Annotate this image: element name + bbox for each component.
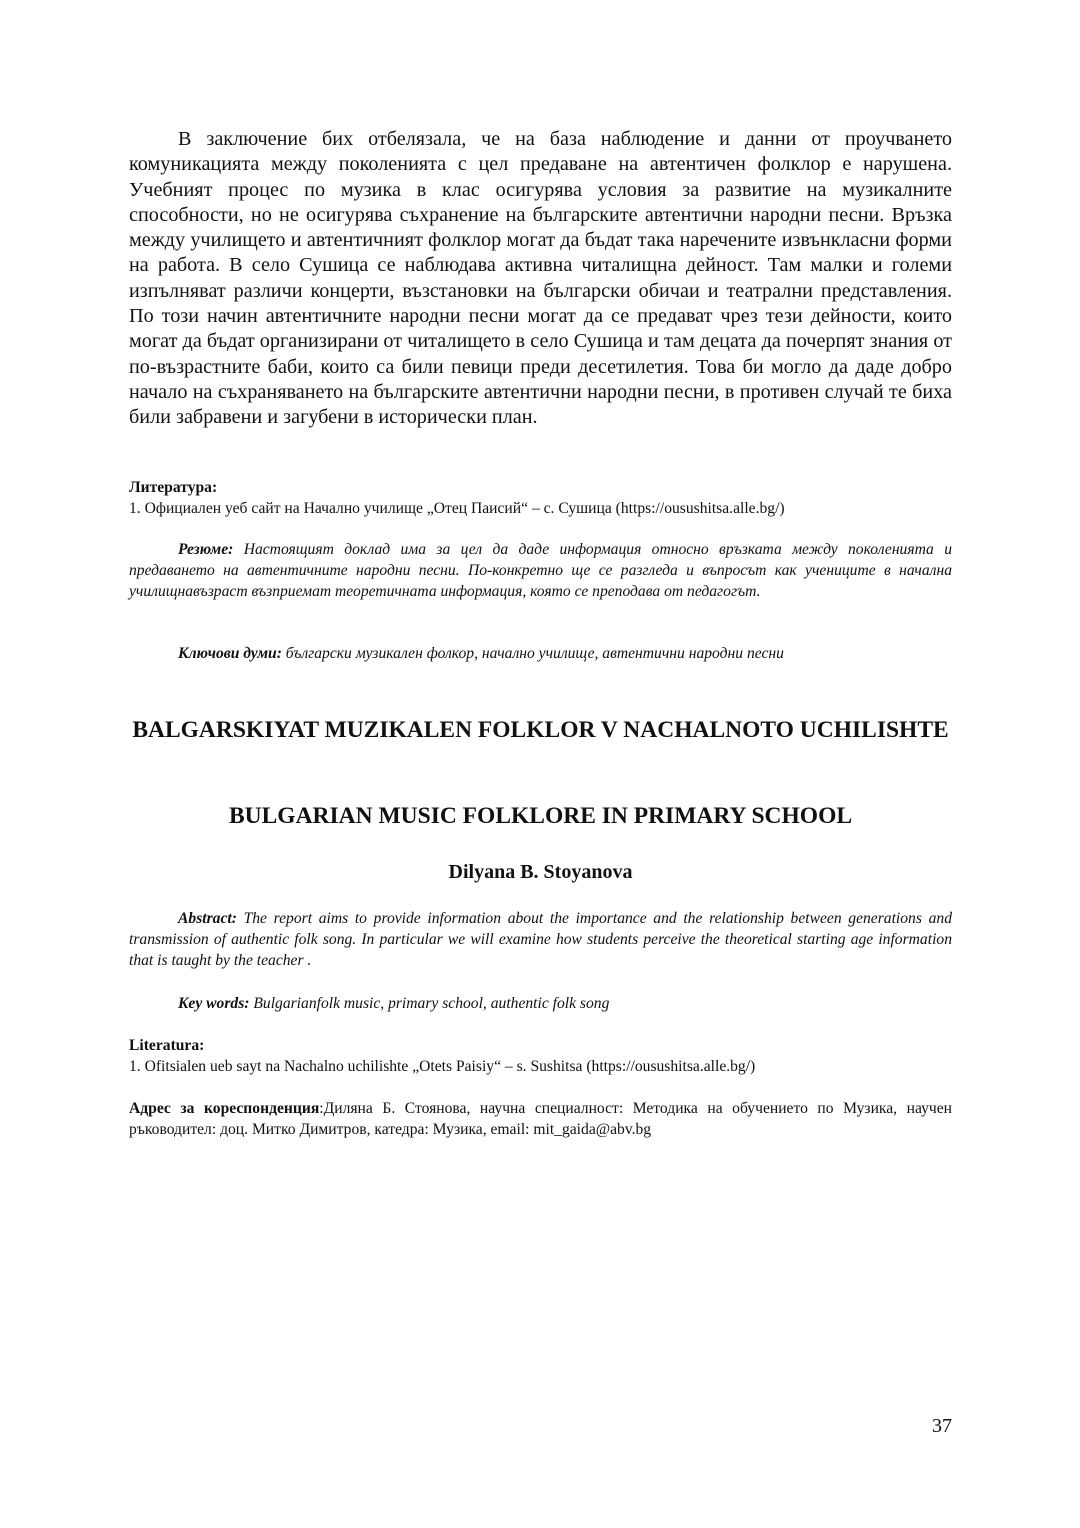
references-bg <box>129 477 952 519</box>
correspondence-label: Адрес за кореспонденция <box>129 1100 320 1117</box>
resume-text: Настоящият доклад има за цел да даде информация относно връзката между поколенията и предаването на автентичните народни песни. По-конкретно ще се разгледа и въпросът как учениците в начална училищнавъзраст възприемат теоретичната информация, която се преподава от педагогът. <box>129 541 952 600</box>
keywords-bg-text: български музикален фолкор, начално училище, автентични народни песни <box>281 645 784 662</box>
keywords-en-label: Key words: <box>178 995 250 1012</box>
references-en-heading: Literatura: <box>129 1037 205 1054</box>
correspondence-address <box>129 1098 952 1140</box>
author-name: Dilyana B. Stoyanova <box>448 861 633 883</box>
references-en <box>129 1035 952 1077</box>
references-en-item: 1. Ofitsialen ueb sayt na Nachalno uchilishte „Otets Paisiy“ – s. Sushitsa (https://ousushitsa.alle.bg/) <box>129 1058 756 1075</box>
keywords-bg-label: Ключови думи: <box>178 645 282 662</box>
references-bg-item: 1. Официален уеб сайт на Начално училище „Отец Паисий“ – с. Сушица (https://ousushitsa.alle.bg/) <box>129 500 785 517</box>
page-number: 37 <box>932 1415 952 1437</box>
abstract-paragraph <box>129 908 952 971</box>
resume-paragraph <box>129 539 952 602</box>
title-transliterated: BALGARSKIYAT MUZIKALEN FOLKLOR V NACHALNOTO UCHILISHTE <box>132 717 949 743</box>
abstract-text: The report aims to provide information about the importance and the relationship between generations and transmission of authentic folk song. In particular we will examine how students perceive the theoretical starting age information that is taught by the teacher . <box>129 910 952 969</box>
abstract-label: Abstract: <box>178 910 237 927</box>
resume-label: Резюме: <box>178 541 234 558</box>
title-english: BULGARIAN MUSIC FOLKLORE IN PRIMARY SCHOOL <box>228 803 853 829</box>
conclusion-paragraph: В заключение бих отбелязала, че на база наблюдение и данни от проучването комуникацията между поколенията с цел предаване на автентичен фолклор е нарушена. Учебният процес по музика в клас осигурява условия за развитие на музикалните способности, но не осигурява съхранение на българските автентични народни песни. Връзка между училището и автентичният фолклор могат да бъдат така наречените извънкласни форми на работа. В село Сушица се наблюдава активна читалищна дейност. Там малки и големи изпълняват различи концерти, възстановки на български обичаи и театрални представления. По този начин автентичните народни песни могат да се предават чрез тези дейности, които могат да бъдат организирани от читалището в село Сушица и там децата да почерпят знания от по-възрастните баби, които са били певици преди десетилетия. Това би могло да даде добро начало на съхраняването на българските автентични народни песни, в противен случай те биха били забравени и загубени в исторически план. <box>129 128 952 429</box>
keywords-bg <box>129 643 952 664</box>
keywords-en <box>129 993 952 1014</box>
references-bg-heading: Литература: <box>129 479 218 496</box>
correspondence-text: :Диляна Б. Стоянова, научна специалност: Методика на обучението по Музика, научен ръководител: доц. Митко Димитров, катедра: Музика, email: mit_gaida@abv.bg <box>129 1100 953 1138</box>
keywords-en-text: Bulgarianfolk music, primary school, authentic folk song <box>249 995 610 1012</box>
